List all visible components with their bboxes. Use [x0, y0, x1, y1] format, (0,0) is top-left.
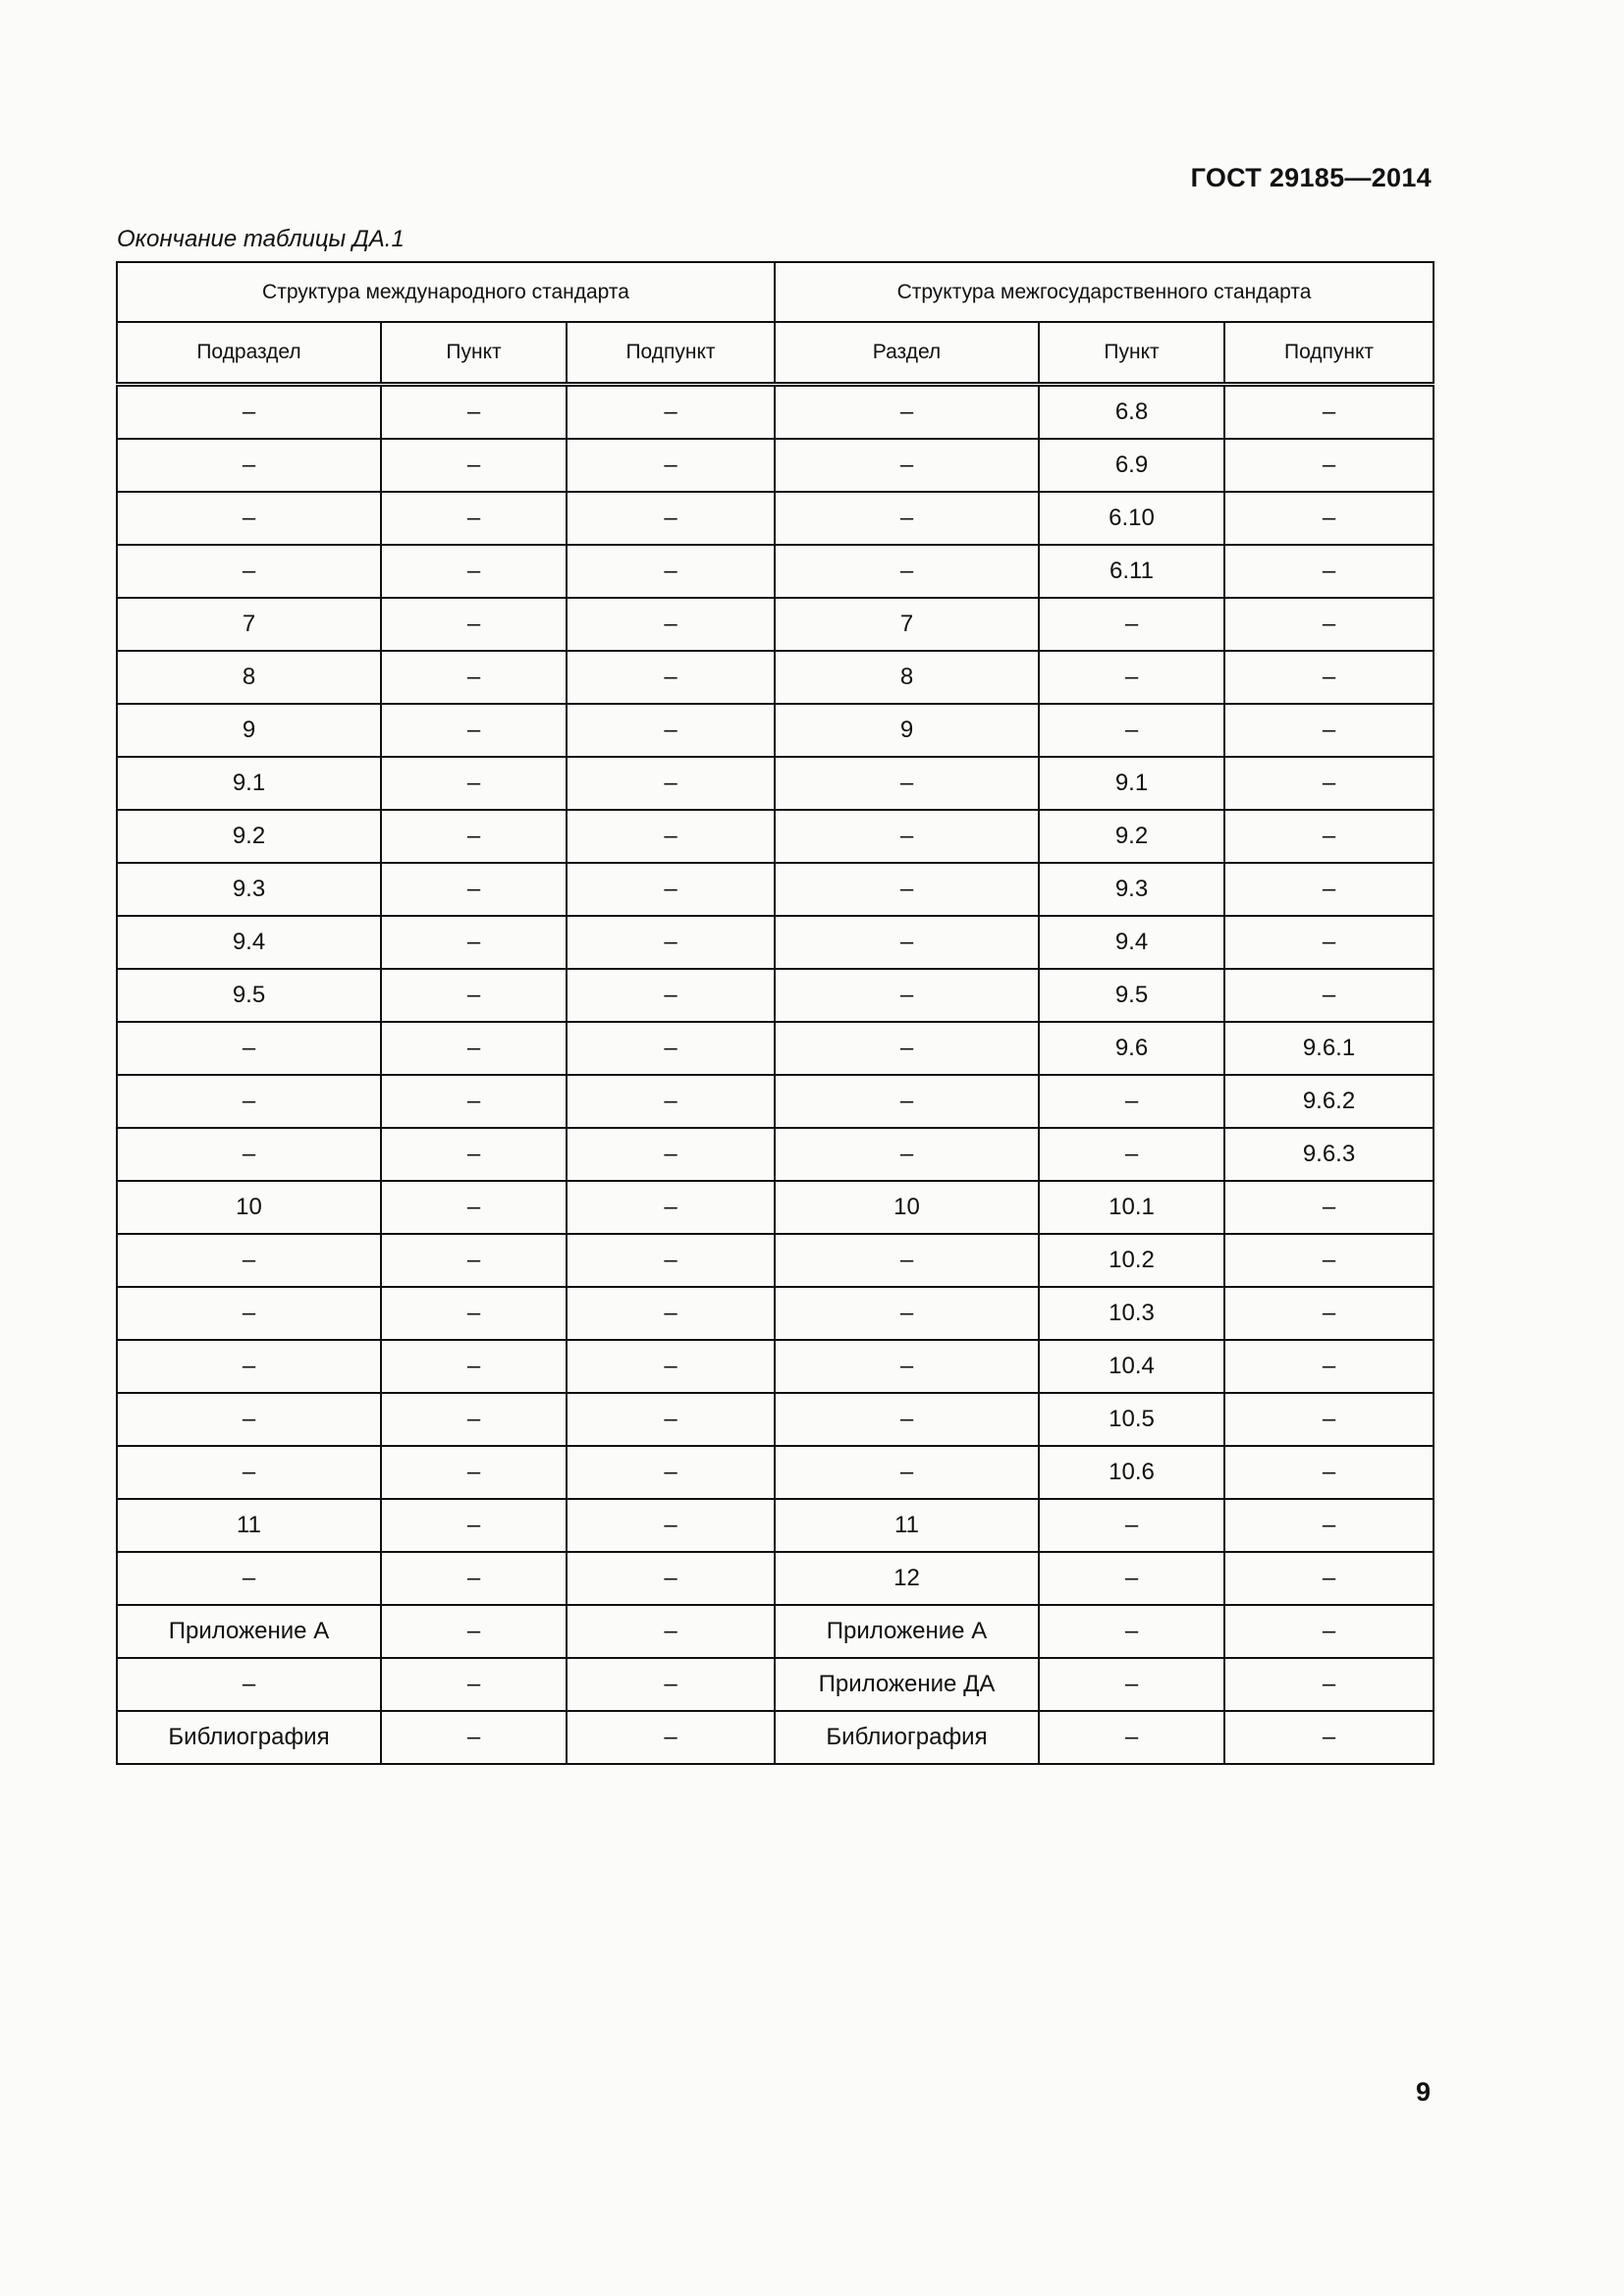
- table-cell: 6.8: [1039, 385, 1224, 440]
- table-cell: –: [567, 651, 775, 704]
- table-cell: –: [775, 810, 1039, 863]
- table-cell: 10.4: [1039, 1340, 1224, 1393]
- table-cell: 10.3: [1039, 1287, 1224, 1340]
- table-cell: –: [381, 916, 567, 969]
- table-cell: –: [1224, 1181, 1434, 1234]
- table-cell: –: [1224, 969, 1434, 1022]
- table-cell: –: [1039, 1128, 1224, 1181]
- table-cell: 9.6: [1039, 1022, 1224, 1075]
- table-cell: –: [1039, 1605, 1224, 1658]
- table-cell: –: [117, 1287, 381, 1340]
- table-cell: –: [567, 598, 775, 651]
- column-header: Подпункт: [567, 322, 775, 385]
- table-cell: –: [775, 545, 1039, 598]
- table-cell: 10.6: [1039, 1446, 1224, 1499]
- table-cell: –: [117, 385, 381, 440]
- document-code: ГОСТ 29185—2014: [1190, 163, 1432, 192]
- table-cell: 10: [775, 1181, 1039, 1234]
- table-cell: –: [117, 1022, 381, 1075]
- table-cell: 9.4: [1039, 916, 1224, 969]
- table-cell: –: [1039, 1499, 1224, 1552]
- table-cell: –: [567, 492, 775, 545]
- table-cell: 9.5: [1039, 969, 1224, 1022]
- table-cell: –: [1039, 1075, 1224, 1128]
- table-cell: –: [567, 1022, 775, 1075]
- group-header-interstate: Структура межгосударственного стандарта: [775, 262, 1434, 322]
- table-row: [117, 1128, 1434, 1181]
- table-cell: –: [381, 757, 567, 810]
- table-cell: –: [381, 1128, 567, 1181]
- table-cell: –: [1224, 863, 1434, 916]
- table-cell: 6.10: [1039, 492, 1224, 545]
- table-cell: –: [1039, 704, 1224, 757]
- table-cell: –: [381, 651, 567, 704]
- table-row: [117, 1075, 1434, 1128]
- table-cell: –: [381, 1075, 567, 1128]
- table-row: [117, 545, 1434, 598]
- table-row: [117, 916, 1434, 969]
- table-cell: –: [1039, 1658, 1224, 1711]
- table-cell: 10.1: [1039, 1181, 1224, 1234]
- table-cell: –: [1224, 1393, 1434, 1446]
- table-cell: –: [381, 969, 567, 1022]
- table-cell: –: [567, 1287, 775, 1340]
- table-row: [117, 1340, 1434, 1393]
- table-cell: –: [775, 863, 1039, 916]
- table-cell: Библиография: [775, 1711, 1039, 1764]
- group-header-row: [117, 262, 1434, 322]
- table-row: [117, 1446, 1434, 1499]
- table-cell: –: [1039, 1552, 1224, 1605]
- table-cell: –: [775, 1234, 1039, 1287]
- column-header: Раздел: [775, 322, 1039, 385]
- table-row: [117, 492, 1434, 545]
- table-cell: –: [775, 1075, 1039, 1128]
- table-cell: –: [381, 1658, 567, 1711]
- table-cell: 8: [775, 651, 1039, 704]
- table-cell: 9.3: [117, 863, 381, 916]
- table-cell: –: [381, 1605, 567, 1658]
- table-cell: –: [381, 704, 567, 757]
- table-cell: 9.6.3: [1224, 1128, 1434, 1181]
- table-cell: –: [117, 1075, 381, 1128]
- table-row: [117, 1022, 1434, 1075]
- table-row: [117, 1711, 1434, 1764]
- table-cell: 9.1: [117, 757, 381, 810]
- table-row: [117, 810, 1434, 863]
- table-cell: –: [567, 1499, 775, 1552]
- table-cell: 11: [775, 1499, 1039, 1552]
- table-cell: –: [775, 1287, 1039, 1340]
- table-cell: –: [381, 385, 567, 440]
- table-row: [117, 757, 1434, 810]
- table-cell: –: [567, 863, 775, 916]
- table-cell: 11: [117, 1499, 381, 1552]
- table-cell: –: [381, 810, 567, 863]
- table-cell: –: [567, 757, 775, 810]
- table-cell: 9: [775, 704, 1039, 757]
- table-row: [117, 1287, 1434, 1340]
- table-cell: –: [1224, 545, 1434, 598]
- table-cell: –: [381, 1711, 567, 1764]
- table-cell: 9.4: [117, 916, 381, 969]
- table-cell: 8: [117, 651, 381, 704]
- table-cell: 9.2: [1039, 810, 1224, 863]
- table-cell: –: [1224, 1446, 1434, 1499]
- table-cell: 7: [775, 598, 1039, 651]
- table-cell: –: [1224, 385, 1434, 440]
- table-row: [117, 704, 1434, 757]
- table-cell: –: [775, 439, 1039, 492]
- table-cell: –: [567, 1393, 775, 1446]
- table-cell: 9.5: [117, 969, 381, 1022]
- table-cell: –: [775, 757, 1039, 810]
- table-cell: –: [775, 385, 1039, 440]
- table-cell: –: [1224, 810, 1434, 863]
- structure-comparison-table: [116, 261, 1435, 1765]
- table-cell: –: [1224, 704, 1434, 757]
- table-cell: –: [117, 492, 381, 545]
- table-cell: –: [567, 704, 775, 757]
- table-cell: –: [567, 1658, 775, 1711]
- table-cell: –: [567, 545, 775, 598]
- table-row: [117, 1181, 1434, 1234]
- table-cell: 9: [117, 704, 381, 757]
- table-cell: –: [567, 1552, 775, 1605]
- table-cell: –: [381, 1181, 567, 1234]
- table-cell: –: [775, 1446, 1039, 1499]
- table-cell: –: [1224, 1499, 1434, 1552]
- column-header: Пункт: [1039, 322, 1224, 385]
- table-cell: Библиография: [117, 1711, 381, 1764]
- table-cell: –: [117, 1658, 381, 1711]
- table-cell: 12: [775, 1552, 1039, 1605]
- table-cell: –: [1039, 651, 1224, 704]
- column-header-row: [117, 322, 1434, 385]
- table-cell: 10.2: [1039, 1234, 1224, 1287]
- table-row: [117, 863, 1434, 916]
- table-cell: –: [117, 1128, 381, 1181]
- table-cell: –: [775, 1340, 1039, 1393]
- table-cell: –: [567, 1711, 775, 1764]
- table-cell: –: [381, 439, 567, 492]
- table-cell: –: [567, 1446, 775, 1499]
- table-cell: –: [1224, 1340, 1434, 1393]
- table-cell: –: [381, 863, 567, 916]
- table-caption: Окончание таблицы ДА.1: [117, 226, 405, 252]
- table-cell: 6.11: [1039, 545, 1224, 598]
- table-cell: –: [117, 1234, 381, 1287]
- table-cell: Приложение А: [117, 1605, 381, 1658]
- table-row: [117, 651, 1434, 704]
- table-row: [117, 1393, 1434, 1446]
- table-cell: –: [381, 1340, 567, 1393]
- table-cell: –: [117, 439, 381, 492]
- table-cell: –: [567, 810, 775, 863]
- table-cell: –: [1224, 1552, 1434, 1605]
- table-cell: –: [1224, 492, 1434, 545]
- table-cell: –: [567, 969, 775, 1022]
- table-row: [117, 969, 1434, 1022]
- table-row: [117, 1234, 1434, 1287]
- column-header: Пункт: [381, 322, 567, 385]
- table-cell: –: [1039, 598, 1224, 651]
- table-cell: 10: [117, 1181, 381, 1234]
- table-cell: –: [1224, 598, 1434, 651]
- table-cell: –: [1224, 1711, 1434, 1764]
- table-cell: –: [1224, 757, 1434, 810]
- table-cell: –: [381, 1393, 567, 1446]
- table-cell: 6.9: [1039, 439, 1224, 492]
- table-cell: –: [1224, 439, 1434, 492]
- table-cell: –: [1224, 916, 1434, 969]
- table-cell: 10.5: [1039, 1393, 1224, 1446]
- table-cell: –: [775, 969, 1039, 1022]
- table-cell: –: [1224, 1287, 1434, 1340]
- table-cell: –: [117, 1552, 381, 1605]
- table-cell: –: [381, 1552, 567, 1605]
- table-cell: 9.2: [117, 810, 381, 863]
- table-cell: –: [381, 1234, 567, 1287]
- table-cell: Приложение А: [775, 1605, 1039, 1658]
- table-cell: 7: [117, 598, 381, 651]
- table-cell: –: [381, 492, 567, 545]
- table-row: [117, 1658, 1434, 1711]
- table-cell: –: [567, 916, 775, 969]
- table-cell: –: [775, 1393, 1039, 1446]
- table-cell: –: [117, 1340, 381, 1393]
- table-row: [117, 1499, 1434, 1552]
- group-header-international: Структура международного стандарта: [117, 262, 775, 322]
- table-cell: –: [567, 1075, 775, 1128]
- table-cell: –: [381, 1022, 567, 1075]
- table-cell: –: [567, 385, 775, 440]
- table-cell: –: [775, 916, 1039, 969]
- table-cell: –: [567, 439, 775, 492]
- table-cell: –: [117, 1393, 381, 1446]
- table-cell: –: [1224, 1234, 1434, 1287]
- table-cell: –: [1224, 651, 1434, 704]
- table-cell: –: [117, 545, 381, 598]
- table-cell: –: [1224, 1658, 1434, 1711]
- table-cell: –: [775, 1128, 1039, 1181]
- table-cell: 9.6.1: [1224, 1022, 1434, 1075]
- page-number: 9: [1415, 2077, 1431, 2107]
- table-row: [117, 1552, 1434, 1605]
- table-cell: –: [567, 1128, 775, 1181]
- table-cell: –: [775, 492, 1039, 545]
- table-cell: –: [381, 1499, 567, 1552]
- table-body: [117, 385, 1434, 1765]
- table-cell: –: [567, 1181, 775, 1234]
- table-row: [117, 385, 1434, 440]
- table-cell: –: [381, 598, 567, 651]
- table-row: [117, 439, 1434, 492]
- column-header: Подраздел: [117, 322, 381, 385]
- column-header: Подпункт: [1224, 322, 1434, 385]
- table-cell: –: [381, 1287, 567, 1340]
- table-cell: 9.6.2: [1224, 1075, 1434, 1128]
- table-cell: –: [567, 1234, 775, 1287]
- table-cell: 9.3: [1039, 863, 1224, 916]
- table-cell: –: [381, 1446, 567, 1499]
- table-cell: –: [1224, 1605, 1434, 1658]
- table-cell: –: [567, 1340, 775, 1393]
- table-cell: –: [1039, 1711, 1224, 1764]
- table-row: [117, 1605, 1434, 1658]
- table-cell: 9.1: [1039, 757, 1224, 810]
- table-cell: –: [117, 1446, 381, 1499]
- table-cell: –: [775, 1022, 1039, 1075]
- table-row: [117, 598, 1434, 651]
- table-cell: –: [381, 545, 567, 598]
- table-cell: –: [567, 1605, 775, 1658]
- table-cell: Приложение ДА: [775, 1658, 1039, 1711]
